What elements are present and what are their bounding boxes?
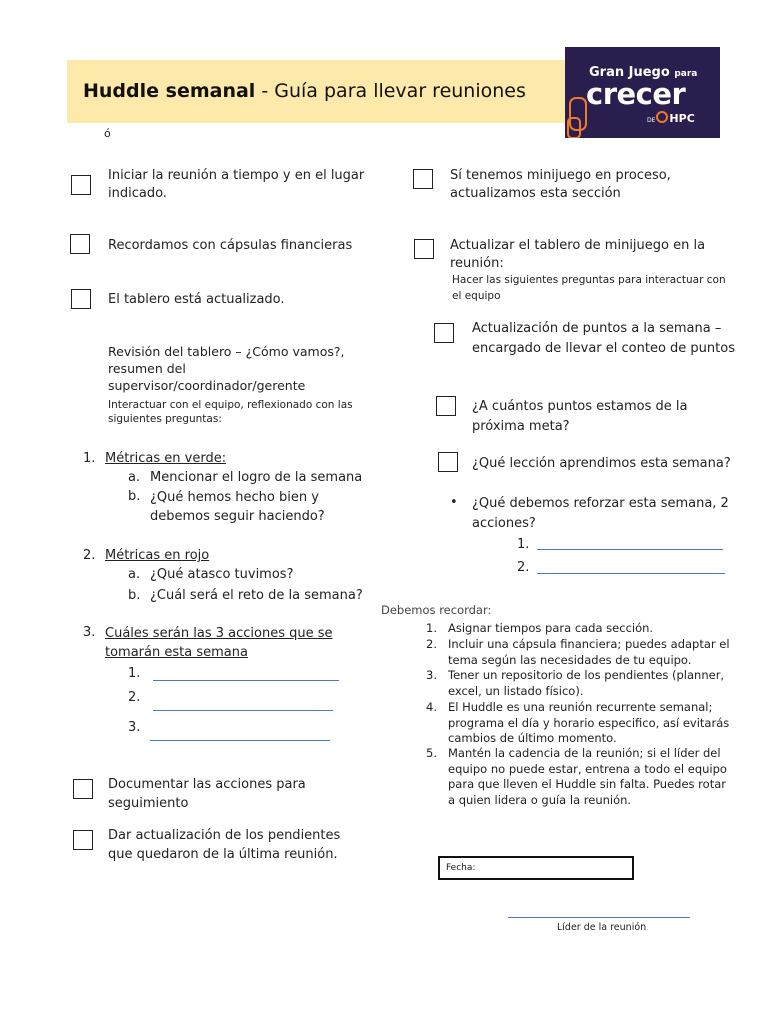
checkbox-documentar[interactable] (73, 779, 93, 799)
item-iniciar: Iniciar la reunión a tiempo y en el lugar indicado. (108, 168, 365, 201)
chain-link-icon (567, 117, 581, 138)
item-documentar: Documentar las acciones para seguimiento (108, 777, 306, 811)
page-title (83, 80, 526, 102)
blank-line[interactable] (153, 680, 339, 681)
title-rest: - Guía para llevar reuniones (255, 80, 526, 102)
revision-note: Interactuar con el equipo, reflexionado con las siguientes preguntas: (108, 399, 353, 425)
item-puntos: Actualización de puntos a la semana – encargado de llevar el conteo de puntos (472, 321, 735, 356)
item-leccion: ¿Qué lección aprendimos esta semana? (472, 456, 731, 471)
item-actualizacion: Dar actualización de los pendientes que quedaron de la última reunión. (108, 828, 341, 862)
item-capsulas: Recordamos con cápsulas financieras (108, 238, 353, 253)
blank-line[interactable] (537, 549, 723, 550)
fecha-field[interactable] (438, 856, 634, 880)
stray-char: ó (104, 127, 111, 140)
blank-line[interactable] (150, 740, 330, 741)
item-tablero: El tablero está actualizado. (108, 292, 285, 307)
title-bold: Huddle semanal (83, 80, 256, 102)
acciones-semana: Cuáles serán las 3 acciones que se tomarán esta semana (105, 626, 333, 660)
checkbox-tablero[interactable] (71, 289, 91, 309)
checkbox-minijuego[interactable] (413, 169, 433, 189)
checkbox-actualizar-tablero[interactable] (414, 239, 434, 259)
blank-line[interactable] (537, 573, 725, 574)
metricas-rojo: Métricas en rojo (105, 548, 210, 563)
checkbox-capsulas[interactable] (70, 234, 90, 254)
ring-icon (656, 111, 668, 123)
blank-line[interactable] (153, 710, 333, 711)
fecha-label: Fecha: (446, 863, 476, 873)
checkbox-leccion[interactable] (438, 452, 458, 472)
checkbox-meta[interactable] (436, 396, 456, 416)
item-actualizar-tablero: Actualizar el tablero de minijuego en la reunión: (450, 238, 706, 271)
checkbox-iniciar[interactable] (71, 175, 91, 195)
bullet-icon: • (450, 495, 458, 510)
lider-label: Líder de la reunión (557, 922, 647, 933)
item-minijuego: Sí tenemos minijuego en proceso, actualizamos esta sección (450, 168, 671, 201)
checkbox-actualizacion[interactable] (73, 830, 93, 850)
item-reforzar: ¿Qué debemos reforzar esta semana, 2 acciones? (472, 496, 729, 531)
reminder-title: Debemos recordar: (381, 603, 492, 617)
item-meta: ¿A cuántos puntos estamos de la próxima meta? (472, 399, 688, 434)
gran-juego-logo: Gran Juego para crecer DE HPC (565, 47, 720, 138)
signature-line[interactable] (508, 917, 690, 918)
metricas-verde: Métricas en verde: (105, 451, 227, 466)
revision-text: Revisión del tablero – ¿Cómo vamos?, resumen del supervisor/coordinador/gerente (108, 344, 345, 393)
right-note: Hacer las siguientes preguntas para interactuar con el equipo (452, 274, 726, 302)
checkbox-puntos[interactable] (434, 323, 454, 343)
